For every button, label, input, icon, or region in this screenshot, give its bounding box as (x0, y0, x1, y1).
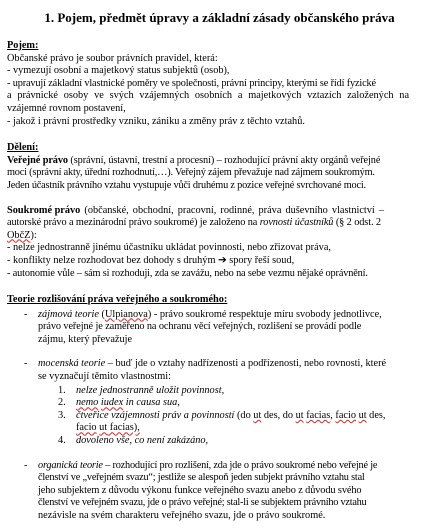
list-item: 1. nelze jednostranně uložit povinnost, (58, 384, 225, 396)
soukrome-line: autorské právo a mezinárodní právo soukromé) je založeno na rovnosti účastníků (§ 2 odst. 2 (7, 217, 381, 229)
numbered-list (38, 385, 432, 448)
pojem-line: - jakož i právní prostředky vzniku, zániku a změny práv z těchto vztahů. (7, 115, 305, 127)
soukrome-bullet: - autonomie vůle – sám si rozhoduji, zda se zavážu, nebo na sebe vezmu nějaké oprávnění. (7, 267, 368, 279)
section-pojem (7, 40, 432, 128)
pojem-line: Občanské právo je soubor právních pravidel, která: (7, 52, 218, 64)
list-item: 4. dovoleno vše, co není zakázáno, (58, 435, 209, 447)
list-item: 2. nemo iudex in causa sua, (58, 397, 180, 409)
soukrome-term: Soukromé právo (7, 204, 81, 216)
verejne-line: Veřejné právo (správní, ústavní, trestní a procesní) – rozhodující právní akty orgánů veřejné (7, 154, 381, 166)
teorie-heading: Teorie rozlišování práva veřejného a soukromého: (7, 294, 228, 306)
deleni-heading: Dělení: (7, 142, 39, 154)
pojem-heading: Pojem: (7, 40, 39, 51)
pojem-line: - upravují základní vlastnické poměry ve společnosti, právní principy, kterými se řídí fyzické (7, 77, 376, 89)
theory-zajmova: - zájmová teorie (Ulpianova) - právo soukromé respektuje míru svobody jednotlivce, právo veřejné je zaměřeno na ochranu věcí veřejných, rozlišení se provádí podle zájmu, který převažuje (24, 308, 382, 345)
verejne-line: moci (správní akty, úřední rozhodnutí,…). Veřejný zájem převažuje nad zájmem soukromým. (7, 167, 375, 179)
theory-name: organická teorie (38, 459, 103, 471)
bullet-dash: - (24, 459, 28, 471)
pojem-line: vzájemné rovnom postavení, (7, 102, 126, 114)
pojem-line: a právnické osoby ve svých vzájemných osobních a majetkových vztazích založených na (7, 90, 410, 102)
verejne-term: Veřejné právo (7, 154, 68, 166)
soukrome-bullet: - konflikty nelze rozhodovat bez dohody s druhým ➔ spory řeší soud, (7, 254, 295, 266)
theory-name: mocenská teorie (38, 358, 106, 370)
section-soukrome (7, 205, 432, 281)
theory-organicka: - organická teorie – rozhodující pro rozlišení, zda jde o právo soukromé nebo veřejné je členství ve „veřejném svazu“; jestliže se alespoň jeden subjekt právního vztahu stal jeho subjektem z důvodu výkonu funkce veřejného svazu anebo z důvodu svého členství ve veřejném svazu, jde o právo veřejné; stal-li se subjektem právního vztahu nezávisle na svém charakteru veřejného svazu, jde o právo soukromé. (24, 459, 378, 521)
verejne-line: Jeden účastník právního vztahu vystupuje vůči druhému z pozice veřejné svrchované moci. (7, 179, 366, 191)
bullet-dash: - (24, 308, 28, 320)
list-item: 3. čtveřice vzájemnosti práv a povinností (do ut des, do ut facias, facio ut des, facio ut facias), (58, 409, 386, 434)
soukrome-line: ObčZ): (7, 229, 37, 241)
soukrome-line: Soukromé právo (občanské, obchodní, pracovní, rodinné, práva duševního vlastnictví – (7, 204, 384, 216)
pojem-line: - vymezují osobní a majetkový status subjektů (osob), (7, 65, 230, 77)
page-title: 1. Pojem, předmět úpravy a základní zásady občanského práva (44, 10, 395, 25)
section-deleni (7, 142, 432, 192)
theory-mocenska: - mocenská teorie – buď jde o vztahy nadřízenosti a podřízenosti, nebo rovnosti, které se vyznačují těmito vlastnostmi: 1. nelze jednostranně uložit povinnost, 2. nemo iudex in causa sua, 3. čtveřice vzájemnosti práv a povinností (do ut des, do ut facias, facio ut des, facio ut facias), 4. dovoleno vše, co není zakázáno, (7, 358, 432, 447)
bullet-dash: - (24, 358, 28, 370)
theory-name: zájmová teorie (38, 308, 99, 320)
soukrome-bullet: - nelze jednostranně jinému účastníku ukládat povinnosti, nebo zřizovat práva, (7, 242, 331, 254)
